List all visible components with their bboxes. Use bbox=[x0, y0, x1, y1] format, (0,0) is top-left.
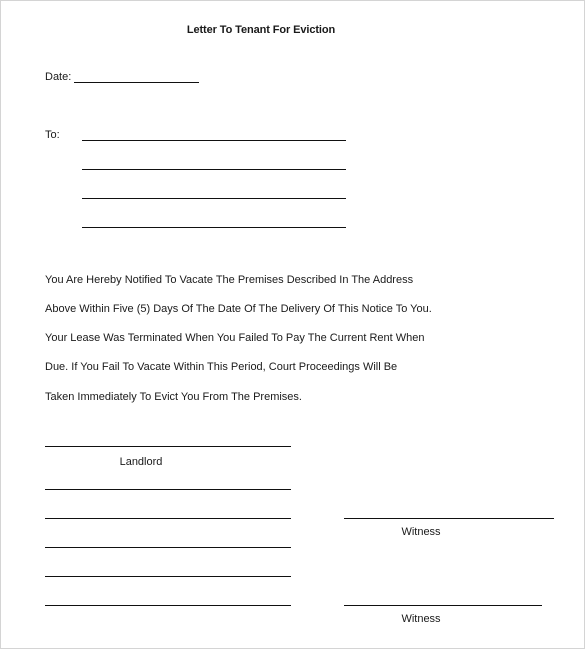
document-title: Letter To Tenant For Eviction bbox=[186, 24, 336, 36]
to-address-line-1[interactable] bbox=[82, 140, 346, 141]
landlord-info-line-4[interactable] bbox=[45, 576, 291, 577]
landlord-info-line-1[interactable] bbox=[45, 489, 291, 490]
witness-label-2: Witness bbox=[401, 613, 441, 625]
to-address-line-3[interactable] bbox=[82, 198, 346, 199]
landlord-info-line-2[interactable] bbox=[45, 518, 291, 519]
landlord-label: Landlord bbox=[119, 456, 163, 468]
landlord-signature-line[interactable] bbox=[45, 446, 291, 447]
notice-line-1: You Are Hereby Notified To Vacate The Premises Described In The Address bbox=[45, 274, 414, 286]
notice-line-4: Due. If You Fail To Vacate Within This Period, Court Proceedings Will Be bbox=[45, 361, 398, 373]
notice-line-3: Your Lease Was Terminated When You Failed To Pay The Current Rent When bbox=[45, 332, 425, 344]
landlord-info-line-5[interactable] bbox=[45, 605, 291, 606]
witness-signature-line-2[interactable] bbox=[344, 605, 542, 606]
to-address-line-2[interactable] bbox=[82, 169, 346, 170]
landlord-info-line-3[interactable] bbox=[45, 547, 291, 548]
notice-line-5: Taken Immediately To Evict You From The Premises. bbox=[45, 391, 302, 403]
witness-signature-line-1[interactable] bbox=[344, 518, 554, 519]
to-label: To: bbox=[45, 129, 60, 141]
witness-label-1: Witness bbox=[401, 526, 441, 538]
notice-line-2: Above Within Five (5) Days Of The Date Of The Delivery Of This Notice To You. bbox=[45, 303, 432, 315]
date-blank-line[interactable] bbox=[74, 82, 199, 83]
to-address-line-4[interactable] bbox=[82, 227, 346, 228]
date-label: Date: bbox=[45, 71, 72, 83]
